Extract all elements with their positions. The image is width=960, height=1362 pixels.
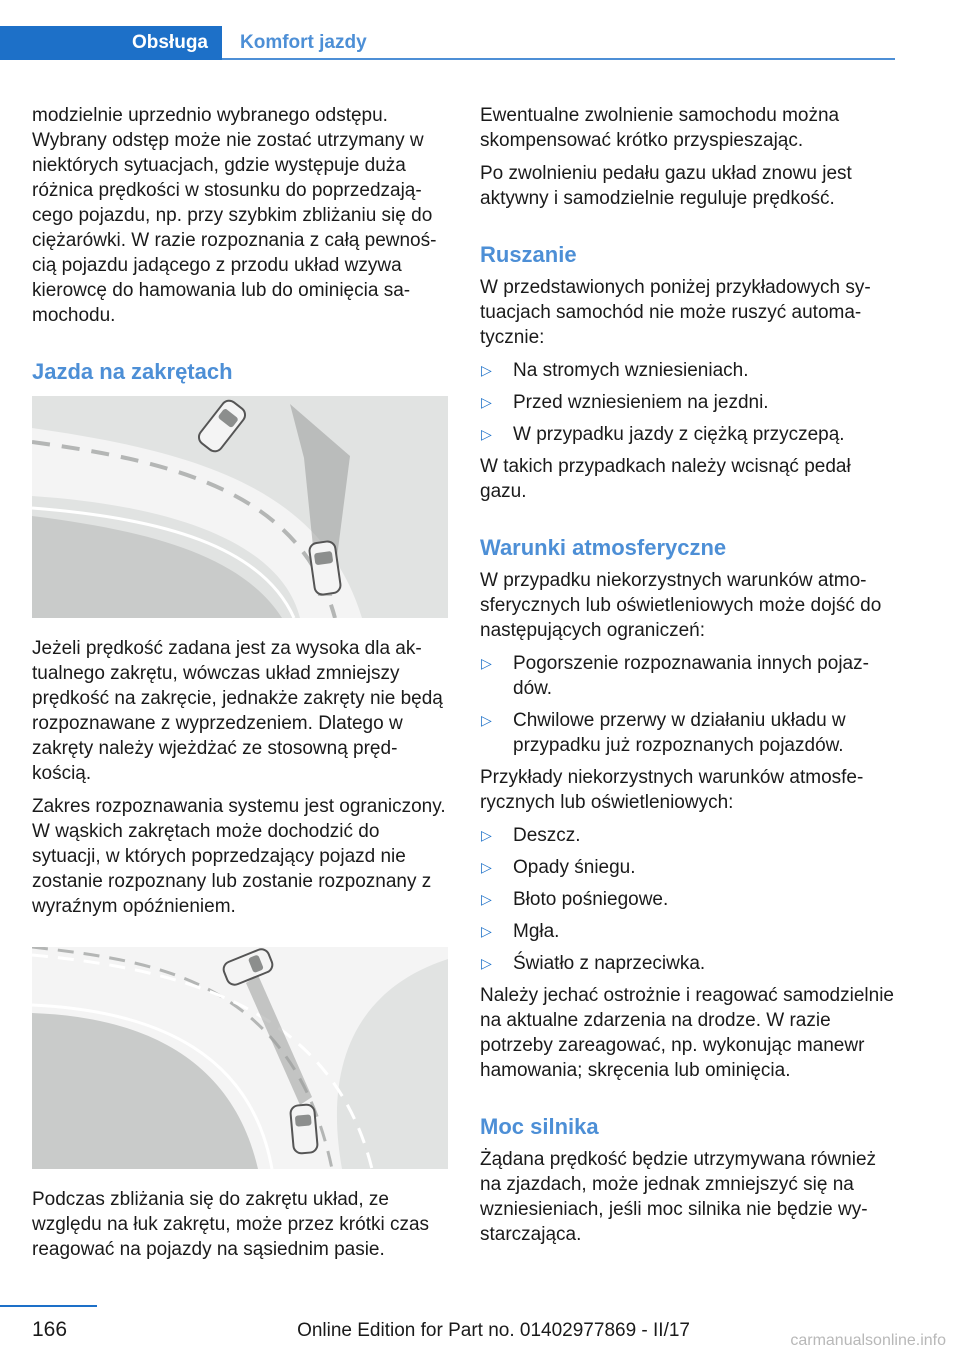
list-item	[480, 390, 898, 415]
watermark: carmanualsonline.info	[790, 1332, 946, 1349]
curve-diagram-2	[32, 947, 448, 1169]
triangle-bullet-icon: ▷	[481, 955, 492, 971]
section-heading-jazda-na-zakretach: Jazda na zakrętach	[32, 359, 233, 384]
triangle-bullet-icon: ▷	[481, 362, 492, 378]
page-number: 166	[32, 1318, 68, 1341]
tab-komfort-jazdy[interactable]: Komfort jazdy	[240, 32, 367, 53]
bullet-list	[480, 823, 898, 976]
list-item-text: Chwilowe przerwy w działaniu układu w przypadku już rozpoznanych pojazdów.	[513, 710, 846, 756]
paragraph: modzielnie uprzednio wybranego odstępu. Wybrany odstęp może nie zostać utrzymany w niektórych sytuacjach, gdzie występuje duża różnica prędkości w stosunku do poprzedzającego pojazdu, np. przy szybkim zbliżaniu się do ciężarówki. W razie rozpoznania z całą pewnością pojazdu jadącego z przodu układ wzywa kierowcę do hamowania lub do ominięcia samochodu.	[32, 105, 437, 326]
paragraph: Zakres rozpoznawania systemu jest ograniczony. W wąskich zakrętach może dochodzić do sytuacji, w których poprzedzający pojazd nie zostanie rozpoznany lub zostanie rozpoznany z wyraźnym opóźnieniem.	[32, 796, 446, 917]
footer-divider	[0, 1305, 97, 1307]
list-item	[480, 887, 898, 912]
list-item-text: Przed wzniesieniem na jezdni.	[513, 392, 769, 413]
list-item	[480, 358, 898, 383]
triangle-bullet-icon: ▷	[481, 426, 492, 442]
left-column	[32, 103, 450, 1270]
triangle-bullet-icon: ▷	[481, 712, 492, 728]
triangle-bullet-icon: ▷	[481, 923, 492, 939]
paragraph: Podczas zbliżania się do zakrętu układ, ze względu na łuk zakrętu, może przez krótki czas reagować na pojazdy na sąsiednim pasie.	[32, 1189, 430, 1260]
triangle-bullet-icon: ▷	[481, 394, 492, 410]
list-item-text: Błoto pośniegowe.	[513, 889, 669, 910]
paragraph: Żądana prędkość będzie utrzymywana również na zjazdach, może jednak zmniejszyć się na wzniesieniach, jeśli moc silnika nie będzie wystarczająca.	[480, 1149, 877, 1245]
list-item-text: Światło z naprzeciwka.	[513, 953, 706, 974]
paragraph: W takich przypadkach należy wcisnąć pedał gazu.	[480, 456, 851, 502]
list-item-text: W przypadku jazdy z ciężką przyczepą.	[513, 424, 845, 445]
triangle-bullet-icon: ▷	[481, 655, 492, 671]
list-item-text: Deszcz.	[513, 825, 581, 846]
right-column	[480, 103, 898, 1255]
edition-note: Online Edition for Part no. 01402977869 - II/17	[297, 1320, 690, 1341]
list-item	[480, 708, 898, 758]
section-heading-ruszanie: Ruszanie	[480, 242, 577, 267]
triangle-bullet-icon: ▷	[481, 827, 492, 843]
paragraph: W przypadku niekorzystnych warunków atmosferycznych lub oświetleniowych może dojść do następujących ograniczeń:	[480, 570, 882, 641]
paragraph: Należy jechać ostrożnie i reagować samodzielnie na aktualne zdarzenia na drodze. W razie potrzeby zareagować, np. wykonując manewr hamowania; skręcenia lub ominięcia.	[480, 985, 894, 1081]
list-item-text: Na stromych wzniesieniach.	[513, 360, 749, 381]
header-divider	[222, 58, 895, 60]
list-item-text: Opady śniegu.	[513, 857, 636, 878]
paragraph: Przykłady niekorzystnych warunków atmosferycznych lub oświetleniowych:	[480, 767, 864, 813]
triangle-bullet-icon: ▷	[481, 891, 492, 907]
tab-obsluga[interactable]: Obsługa	[0, 26, 222, 60]
paragraph: Jeżeli prędkość zadana jest za wysoka dla aktualnego zakrętu, wówczas układ zmniejszy prędkość na zakręcie, jednakże zakręty nie będą rozpoznawane z wyprzedzeniem. Dlatego w zakręty należy wjeżdżać ze stosowną prędkością.	[32, 638, 443, 784]
bullet-list	[480, 358, 898, 447]
curve-diagram-1	[32, 396, 448, 618]
paragraph: W przedstawionych poniżej przykładowych sytuacjach samochód nie może ruszyć automatycznie:	[480, 277, 871, 348]
paragraph: Po zwolnieniu pedału gazu układ znowu jest aktywny i samodzielnie reguluje prędkość.	[480, 163, 852, 209]
list-item	[480, 951, 898, 976]
list-item	[480, 651, 898, 701]
list-item	[480, 855, 898, 880]
list-item-text: Pogorszenie rozpoznawania innych pojazdów.	[513, 653, 869, 699]
section-heading-moc-silnika: Moc silnika	[480, 1114, 599, 1139]
header-tabbar	[0, 26, 895, 60]
bullet-list	[480, 651, 898, 758]
list-item	[480, 919, 898, 944]
triangle-bullet-icon: ▷	[481, 859, 492, 875]
list-item-text: Mgła.	[513, 921, 560, 942]
list-item	[480, 823, 898, 848]
paragraph: Ewentualne zwolnienie samochodu można skompensować krótko przyspieszając.	[480, 105, 840, 151]
list-item	[480, 422, 898, 447]
section-heading-warunki-atmosferyczne: Warunki atmosferyczne	[480, 535, 727, 560]
